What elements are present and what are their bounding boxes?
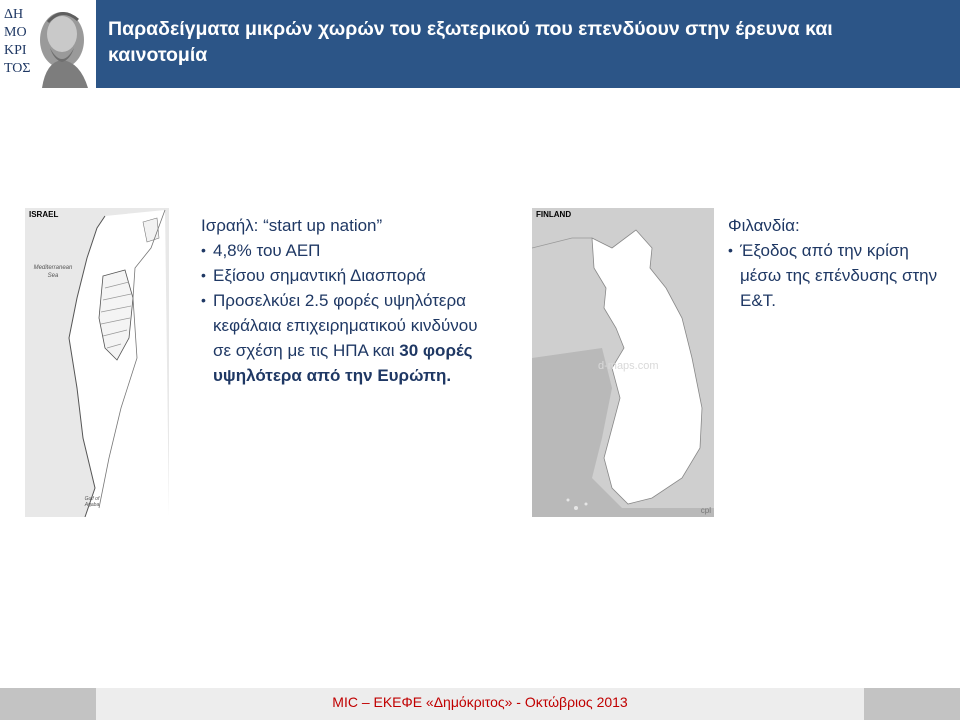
svg-text:ΚΡΙ: ΚΡΙ <box>4 43 27 58</box>
finland-heading: Φιλανδία: <box>728 216 800 235</box>
israel-bullet-3 <box>201 288 481 388</box>
israel-text-block <box>201 213 481 388</box>
israel-bullet-3-text: Προσελκύει 2.5 φορές υψηλότερα κεφάλαια επιχειρηματικού κινδύνου σε σχέση με τις ΗΠΑ και <box>213 291 478 360</box>
sea-label: Mediterranean Sea <box>33 265 73 279</box>
finland-watermark: d-maps.com <box>598 360 659 372</box>
svg-text:ΤΟΣ: ΤΟΣ <box>4 61 31 76</box>
finland-map-label: FINLAND <box>536 210 572 219</box>
israel-bullet-1: • 4,8% του ΑΕΠ <box>201 238 481 263</box>
demokritos-logo-icon <box>0 0 96 88</box>
finland-bullet-1: • Έξοδος από την κρίση μέσω της επένδυσης στην Ε&Τ. <box>728 238 938 313</box>
israel-bullet-2: • Εξίσου σημαντική Διασπορά <box>201 263 481 288</box>
page-title: Παραδείγματα μικρών χωρών του εξωτερικού που επενδύουν στην έρευνα και καινοτομία <box>108 18 833 66</box>
israel-map-label: ISRAEL <box>29 210 59 219</box>
israel-map <box>25 208 169 517</box>
footer-bar <box>0 688 960 720</box>
footer-left-block <box>0 688 96 720</box>
israel-bullet-3-bold: 30 φορές υψηλότερα από την Ευρώπη. <box>213 341 473 385</box>
gulf-label: Gulf of Aqaba <box>84 496 100 508</box>
header-bar <box>0 0 960 88</box>
footer-text: MIC – ΕΚΕΦΕ «Δημόκριτος» - Οκτώβριος 2013 <box>332 694 628 710</box>
svg-text:ΔΗ: ΔΗ <box>4 7 24 22</box>
finland-map <box>532 208 714 517</box>
finland-text-block <box>728 213 938 313</box>
footer-right-block <box>864 688 960 720</box>
finland-corner-text: cpl <box>700 506 711 515</box>
svg-text:ΜΟ: ΜΟ <box>4 25 27 40</box>
israel-heading: Ισραήλ: “start up nation” <box>201 216 383 235</box>
